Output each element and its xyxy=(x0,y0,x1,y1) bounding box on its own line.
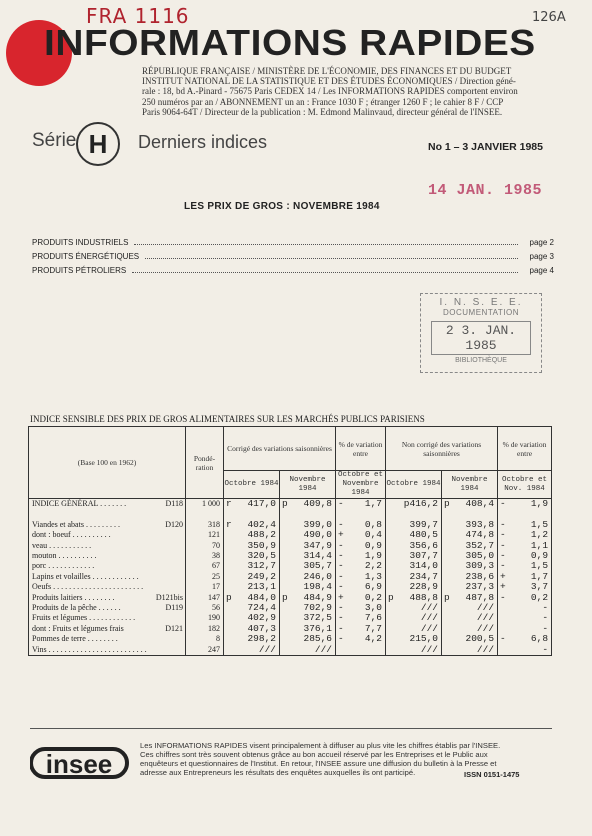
cell-ponderation: 67 xyxy=(186,561,224,571)
value: 352,7 xyxy=(465,539,495,551)
value: 0,4 xyxy=(364,529,383,541)
value: /// xyxy=(420,612,439,624)
value: 376,1 xyxy=(303,622,333,634)
value: 2,2 xyxy=(364,560,383,572)
variation-header: % de variation entre xyxy=(498,427,552,471)
label-text: dont : boeuf . . . . . . . . . . xyxy=(32,530,111,540)
footer-line: enquêteurs et questionnaires de l'Institut. En retour, l'INSEE assure une diffusion du bulletin à la Presse et xyxy=(140,759,497,768)
table-row xyxy=(29,634,552,644)
row-label xyxy=(29,530,186,540)
value: 4,2 xyxy=(364,633,383,645)
sign: - xyxy=(338,602,344,614)
toc-item[interactable] xyxy=(32,238,554,247)
handwritten-number: 126A xyxy=(532,10,566,25)
footer-line: Ces chiffres sont très souvent obtenus grâce au bon accueil réservé par les Entreprises et le Public aux xyxy=(140,750,488,759)
value: 399,7 xyxy=(409,518,439,530)
toc-leader xyxy=(145,252,518,259)
sign: + xyxy=(500,581,506,593)
series-letter-badge: H xyxy=(76,122,120,166)
cell-ponderation: 318 xyxy=(186,520,224,530)
col-var1: Octobre et Novembre 1984 xyxy=(336,471,386,499)
value: 409,8 xyxy=(303,498,333,509)
value: /// xyxy=(420,622,439,634)
col-nov2: Novembre 1984 xyxy=(442,471,498,499)
value: 402,9 xyxy=(247,612,276,624)
value: 1,9 xyxy=(364,550,383,562)
cell-var1 xyxy=(336,499,386,510)
insee-logo xyxy=(30,745,130,781)
value: 305,0 xyxy=(465,550,495,562)
sign: + xyxy=(338,591,344,603)
value: 1,7 xyxy=(530,570,549,582)
flag: r xyxy=(226,518,232,530)
cell-ponderation: 70 xyxy=(186,541,224,551)
cell-oct2 xyxy=(386,645,442,656)
value: /// xyxy=(476,612,495,624)
value: 238,6 xyxy=(465,570,495,582)
value: 1,7 xyxy=(364,498,383,509)
table-row xyxy=(29,603,552,613)
label-text: Vins . . . . . . . . . . . . . . . . . . . . . . . . . xyxy=(32,644,147,654)
toc-page: page 2 xyxy=(529,238,554,247)
value: 1,3 xyxy=(364,570,383,582)
cell-ponderation: 1 000 xyxy=(186,499,224,510)
row-label xyxy=(29,561,186,571)
label-text: Produits laitiers . . . . . . . . xyxy=(32,592,115,602)
toc-item[interactable] xyxy=(32,252,554,261)
cell-ponderation: 25 xyxy=(186,572,224,582)
value: 234,7 xyxy=(409,570,439,582)
value: - xyxy=(542,602,549,614)
flag: r xyxy=(226,498,232,509)
flag: p xyxy=(282,591,288,603)
table-row xyxy=(29,593,552,603)
sign: - xyxy=(338,498,344,509)
cell-ponderation xyxy=(186,509,224,519)
stamp-date: 2 3. JAN. 1985 xyxy=(431,321,531,355)
toc-page: page 3 xyxy=(529,252,554,261)
col-var2: Octobre et Nov. 1984 xyxy=(498,471,552,499)
cell-ponderation: 247 xyxy=(186,645,224,656)
corrige-header: Corrigé des variations saisonnières xyxy=(224,427,336,471)
sign: - xyxy=(338,581,344,593)
label-text: Viandes et abats . . . . . . . . . xyxy=(32,519,120,529)
value: 314,4 xyxy=(303,550,333,562)
flag: p xyxy=(388,591,394,603)
value: 309,3 xyxy=(465,560,495,572)
stamp-line: BIBLIOTHÈQUE xyxy=(455,357,507,364)
series-code: D121bis xyxy=(155,592,183,602)
label-text: Produits de la pêche . . . . . . xyxy=(32,603,121,613)
value: - xyxy=(542,622,549,634)
toc-label: PRODUITS PÉTROLIERS xyxy=(32,266,127,275)
cell-nov xyxy=(280,499,336,510)
value: 407,3 xyxy=(247,622,276,634)
row-label xyxy=(29,582,186,592)
value: 393,8 xyxy=(465,518,495,530)
value: 3,7 xyxy=(530,581,549,593)
series-prefix: Série xyxy=(32,130,77,151)
flag: p xyxy=(444,591,450,603)
value: 372,5 xyxy=(303,612,333,624)
sign: - xyxy=(500,539,506,551)
value: 402,4 xyxy=(247,518,276,530)
value: 0,9 xyxy=(364,539,383,551)
sign: - xyxy=(500,518,506,530)
sign: - xyxy=(338,560,344,572)
toc-item[interactable] xyxy=(32,266,554,275)
value: /// xyxy=(314,643,333,655)
value: 474,8 xyxy=(465,529,495,541)
value: 1,5 xyxy=(530,560,549,572)
value: 249,2 xyxy=(247,570,276,582)
sign: - xyxy=(338,550,344,562)
value: 314,0 xyxy=(409,560,439,572)
sign: - xyxy=(500,550,506,562)
value: 347,9 xyxy=(303,539,333,551)
received-date-stamp: 14 JAN. 1985 xyxy=(428,182,543,199)
label-text: Oeufs . . . . . . . . . . . . . . . . . . . . . . . xyxy=(32,582,144,592)
value: /// xyxy=(476,602,495,614)
cell-ponderation: 17 xyxy=(186,582,224,592)
table-row xyxy=(29,645,552,656)
toc-page: page 4 xyxy=(529,266,554,275)
value: 356,6 xyxy=(409,539,439,551)
sign: - xyxy=(500,560,506,572)
label-text: porc . . . . . . . . . . . . xyxy=(32,561,95,571)
series-code: D120 xyxy=(165,519,183,529)
sign: + xyxy=(500,570,506,582)
value: 724,4 xyxy=(247,602,276,614)
row-label xyxy=(29,645,186,656)
value: 6,9 xyxy=(364,581,383,593)
value: 246,0 xyxy=(303,570,333,582)
value: 312,7 xyxy=(247,560,276,572)
row-label xyxy=(29,499,186,510)
sign: - xyxy=(338,539,344,551)
value: 320,5 xyxy=(247,550,276,562)
cell-oct xyxy=(224,645,280,656)
value: 408,4 xyxy=(465,498,495,509)
price-index-table xyxy=(28,426,551,684)
value: 7,7 xyxy=(364,622,383,634)
sign: - xyxy=(338,633,344,645)
row-label xyxy=(29,551,186,561)
label-text: Lapins et volailles . . . . . . . . . . . . xyxy=(32,571,139,581)
masthead-title: INFORMATIONS RAPIDES xyxy=(44,22,536,63)
cell-ponderation: 182 xyxy=(186,624,224,634)
issn: ISSN 0151-1475 xyxy=(464,770,520,779)
value: 3,0 xyxy=(364,602,383,614)
stamp-line: I. N. S. E. E. xyxy=(439,297,523,308)
value: 487,8 xyxy=(465,591,495,603)
value: /// xyxy=(476,622,495,634)
row-label xyxy=(29,509,186,519)
value: 215,0 xyxy=(409,633,439,645)
publisher-line: Paris 9064-64T / Directeur de la publication : M. Edmond Malinvaud, directeur général de l'INSEE. xyxy=(142,106,503,117)
row-label xyxy=(29,613,186,623)
sign: - xyxy=(500,633,506,645)
value: 237,3 xyxy=(465,581,495,593)
value: 198,4 xyxy=(303,581,333,593)
cell-ponderation: 121 xyxy=(186,530,224,540)
table-row xyxy=(29,499,552,510)
label-text: Pommes de terre . . . . . . . . xyxy=(32,634,118,644)
value: 0,9 xyxy=(530,550,549,562)
value: 200,5 xyxy=(465,633,495,645)
ponderation-header: Pondé-ration xyxy=(186,427,224,499)
toc-label: PRODUITS INDUSTRIELS xyxy=(32,238,129,247)
col-nov: Novembre 1984 xyxy=(280,471,336,499)
cell-ponderation: 190 xyxy=(186,613,224,623)
sign: - xyxy=(338,570,344,582)
row-label xyxy=(29,593,186,603)
toc-leader xyxy=(132,266,518,273)
sign: - xyxy=(338,622,344,634)
label-text: mouton . . . . . . . . . . xyxy=(32,551,97,561)
publisher-info xyxy=(142,66,562,117)
toc-leader xyxy=(134,238,518,245)
cell-nov2 xyxy=(442,645,498,656)
footer-line: adresse aux Entrepreneurs les résultats des enquêtes auxquelles ils ont participé. xyxy=(140,768,416,777)
footer-line: Les INFORMATIONS RAPIDES visent principalement à diffuser au plus vite les chiffres établis par l'INSEE. xyxy=(140,741,501,750)
cell-oct xyxy=(224,499,280,510)
issue-number: No 1 – 3 JANVIER 1985 xyxy=(428,141,543,153)
row-label xyxy=(29,520,186,530)
variation-header: % de variation entre xyxy=(336,427,386,471)
cell-ponderation: 56 xyxy=(186,603,224,613)
cell-oct2 xyxy=(386,499,442,510)
value: 484,0 xyxy=(247,591,276,603)
sign: - xyxy=(338,518,344,530)
value: 1,1 xyxy=(530,539,549,551)
series-code: D119 xyxy=(165,603,183,613)
cell-ponderation: 38 xyxy=(186,551,224,561)
toc-label: PRODUITS ÉNERGÉTIQUES xyxy=(32,252,140,261)
value: 488,2 xyxy=(247,529,276,541)
label-text: Fruits et légumes . . . . . . . . . . . . xyxy=(32,613,136,623)
row-label xyxy=(29,541,186,551)
sign: - xyxy=(500,529,506,541)
cell-nov2 xyxy=(442,499,498,510)
publisher-line: RÉPUBLIQUE FRANÇAISE / MINISTÈRE DE L'ÉCONOMIE, DES FINANCES ET DU BUDGET xyxy=(142,66,512,76)
cell-ponderation: 8 xyxy=(186,634,224,644)
value: 490,0 xyxy=(303,529,333,541)
value: 0,2 xyxy=(530,591,549,603)
cell-var1 xyxy=(336,645,386,656)
value: 350,9 xyxy=(247,539,276,551)
cell-ponderation: 147 xyxy=(186,593,224,603)
series-code: D118 xyxy=(165,499,183,508)
value: - xyxy=(542,643,549,655)
value: 228,9 xyxy=(409,581,439,593)
value: /// xyxy=(476,643,495,655)
value: 417,0 xyxy=(247,498,276,509)
row-label xyxy=(29,603,186,613)
sign: - xyxy=(338,612,344,624)
cell-var1 xyxy=(336,634,386,644)
flag: p xyxy=(444,498,450,509)
noncorrige-header: Non corrigé des variations saisonnières xyxy=(386,427,498,471)
value: 0,8 xyxy=(364,518,383,530)
value: 1,9 xyxy=(530,498,549,509)
flag: p xyxy=(282,498,288,509)
value: 213,1 xyxy=(247,581,276,593)
cell-nov xyxy=(280,645,336,656)
base-header: (Base 100 en 1962) xyxy=(29,427,186,499)
value: 488,8 xyxy=(409,591,439,603)
sign: - xyxy=(500,498,506,509)
value: /// xyxy=(420,643,439,655)
document-title: LES PRIX DE GROS : NOVEMBRE 1984 xyxy=(184,201,380,212)
label-text: INDICE GÉNÉRAL . . . . . . . xyxy=(32,499,127,508)
table-title: INDICE SENSIBLE DES PRIX DE GROS ALIMENTAIRES SUR LES MARCHÉS PUBLICS PARISIENS xyxy=(30,414,425,424)
value: 298,2 xyxy=(247,633,276,645)
value: /// xyxy=(258,643,276,655)
sign: + xyxy=(338,529,344,541)
sign: - xyxy=(500,591,506,603)
value: 399,0 xyxy=(303,518,333,530)
row-label xyxy=(29,624,186,634)
col-oct: Octobre 1984 xyxy=(224,471,280,499)
col-oct2: Octobre 1984 xyxy=(386,471,442,499)
label-text: veau . . . . . . . . . . . xyxy=(32,540,92,550)
table-row xyxy=(29,613,552,623)
publisher-line: rale : 18, bd A.-Pinard - 75675 Paris CEDEX 14 / Les INFORMATIONS RAPIDES comportent environ xyxy=(142,86,518,97)
publisher-line: INSTITUT NATIONAL DE LA STATISTIQUE ET DES ÉTUDES ÉCONOMIQUES / Direction géné- xyxy=(142,76,516,87)
value: 307,7 xyxy=(409,550,439,562)
series-code: D121 xyxy=(165,623,183,633)
flag: p xyxy=(226,591,232,603)
value: /// xyxy=(420,602,439,614)
cell-var2 xyxy=(498,645,552,656)
value: 7,6 xyxy=(364,612,383,624)
row-label xyxy=(29,572,186,582)
value: - xyxy=(542,612,549,624)
value: p416,2 xyxy=(403,498,439,509)
library-stamp xyxy=(420,293,542,373)
value: 484,9 xyxy=(303,591,333,603)
value: 0,2 xyxy=(364,591,383,603)
value: 1,5 xyxy=(530,518,549,530)
value: 702,9 xyxy=(303,602,333,614)
logo-text: insee xyxy=(45,749,113,779)
footer-divider xyxy=(30,728,552,729)
value: 6,8 xyxy=(530,633,549,645)
row-label xyxy=(29,634,186,644)
publisher-line: 250 numéros par an / ABONNEMENT un an : France 1030 F ; étranger 1260 F ; le cahier 8 F / CCP xyxy=(142,96,504,107)
series-name: Derniers indices xyxy=(138,132,268,152)
value: 285,6 xyxy=(303,633,333,645)
handwritten-reference: FRA 1116 xyxy=(86,4,190,28)
label-text: dont : Fruits et légumes frais xyxy=(32,623,124,633)
value: 480,5 xyxy=(409,529,439,541)
stamp-line: DOCUMENTATION xyxy=(443,308,519,317)
cell-var2 xyxy=(498,499,552,510)
value: 1,2 xyxy=(530,529,549,541)
value: 305,7 xyxy=(303,560,333,572)
